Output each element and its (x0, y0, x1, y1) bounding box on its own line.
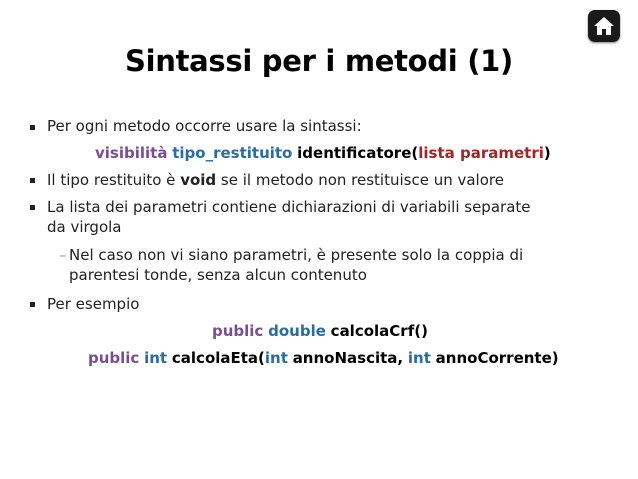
example2-name: calcolaEta( (171, 349, 265, 367)
example2-p2-name: annoCorrente) (435, 349, 559, 367)
sub-bullet-text: parentesi tonde, senza alcun contenuto (69, 266, 367, 284)
bullet-text: La lista dei parametri contiene dichiarazioni di variabili separate (47, 198, 531, 216)
bullet-text (47, 170, 504, 190)
home-icon (592, 14, 616, 38)
void-keyword: void (180, 171, 217, 189)
syntax-return-type: tipo_restituito (172, 144, 293, 162)
example2-p1-type: int (264, 349, 288, 367)
bullet-marker (30, 125, 35, 130)
syntax-visibility: visibilità (95, 144, 168, 162)
page-title: Sintassi per i metodi (1) (125, 44, 513, 78)
bullet-marker (30, 302, 35, 307)
example-line-2 (88, 348, 559, 368)
syntax-close: ) (543, 144, 551, 162)
example-line-1 (212, 321, 428, 341)
syntax-params: lista parametri (418, 144, 544, 162)
bullet-text-part: Il tipo restituito è (47, 171, 181, 189)
example2-public: public (88, 349, 140, 367)
example2-type: int (144, 349, 168, 367)
sub-bullet-dash: – (59, 246, 67, 264)
bullet-text: da virgola (47, 218, 122, 236)
example2-p2-type: int (407, 349, 431, 367)
bullet-marker (30, 178, 35, 183)
example1-public: public (212, 322, 264, 340)
syntax-line (95, 143, 551, 163)
syntax-identifier: identificatore( (297, 144, 419, 162)
example1-type: double (268, 322, 326, 340)
sub-bullet-text: Nel caso non vi siano parametri, è presente solo la coppia di (69, 246, 524, 264)
bullet-marker (30, 205, 35, 210)
home-button[interactable] (588, 10, 620, 42)
bullet-text: Per ogni metodo occorre usare la sintassi: (47, 117, 362, 135)
bullet-text-part: se il metodo non restituisce un valore (216, 171, 504, 189)
bullet-text: Per esempio (47, 295, 140, 313)
example2-p1-name: annoNascita, (292, 349, 404, 367)
example1-name: calcolaCrf() (330, 322, 428, 340)
